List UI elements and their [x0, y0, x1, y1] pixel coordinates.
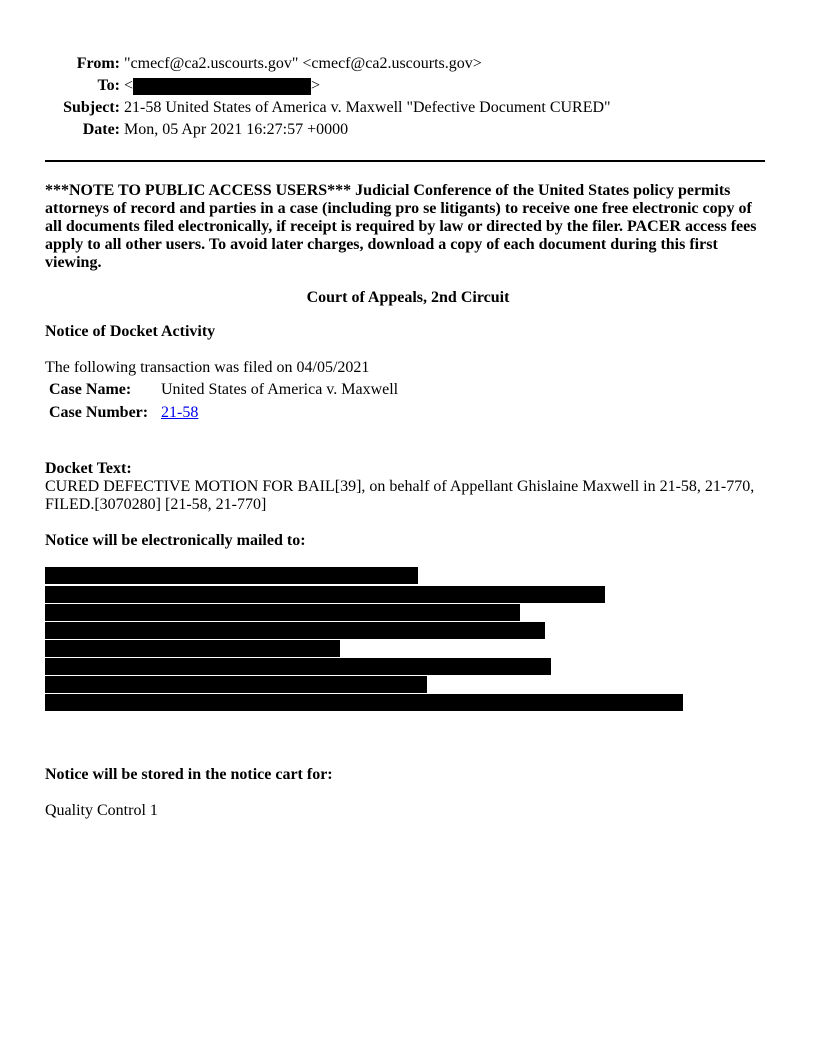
to-value	[124, 76, 320, 96]
from-label: From:	[76, 55, 120, 72]
date-label: Date:	[82, 121, 120, 138]
date-value: Mon, 05 Apr 2021 16:27:57 +0000	[124, 121, 349, 138]
public-access-notice: ***NOTE TO PUBLIC ACCESS USERS*** Judicial Conference of the United States policy permits attorneys of record and parties in a case (including pro se litigants) to receive one free electronic copy of all documents filed electronically, if receipt is required by law or directed by the filer. PACER access fees apply to all other users. To avoid later charges, download a copy of each document during this first viewing.	[45, 182, 757, 271]
redacted-recipient-3	[45, 604, 520, 621]
redacted-recipient-2	[45, 586, 605, 603]
from-value: "cmecf@ca2.uscourts.gov" <cmecf@ca2.uscourts.gov>	[124, 55, 482, 72]
docket-text-label: Docket Text:	[45, 460, 132, 477]
court-name: Court of Appeals, 2nd Circuit	[306, 289, 510, 306]
case-number-label: Case Number:	[49, 404, 149, 421]
case-number-cell	[161, 403, 198, 423]
notice-of-docket-activity-heading: Notice of Docket Activity	[45, 323, 216, 340]
case-name-label: Case Name:	[49, 381, 132, 398]
docket-text: CURED DEFECTIVE MOTION FOR BAIL[39], on behalf of Appellant Ghislaine Maxwell in 21-58, 21-770, FILED.[3070280] [21-58, 21-770]	[45, 478, 755, 513]
header-divider	[45, 160, 765, 162]
redacted-recipient-7	[45, 676, 427, 693]
case-number-link[interactable]: 21-58	[161, 404, 199, 421]
notice-cart-recipient: Quality Control 1	[45, 802, 158, 819]
redacted-recipient-5	[45, 640, 340, 657]
to-label: To:	[97, 77, 120, 94]
redacted-recipient-4	[45, 622, 545, 639]
subject-value: 21-58 United States of America v. Maxwell "Defective Document CURED"	[124, 99, 611, 116]
redacted-recipient-6	[45, 658, 551, 675]
transaction-text: The following transaction was filed on 04/05/2021	[45, 359, 370, 376]
to-open-bracket: <	[124, 77, 134, 94]
to-close-bracket: >	[311, 77, 321, 94]
mailed-to-heading: Notice will be electronically mailed to:	[45, 532, 306, 549]
notice-cart-heading: Notice will be stored in the notice cart for:	[45, 766, 333, 783]
case-name-value: United States of America v. Maxwell	[161, 381, 399, 398]
redacted-recipient-8	[45, 694, 683, 711]
subject-label: Subject:	[63, 99, 120, 116]
redacted-recipient	[133, 78, 311, 95]
redacted-recipient-1	[45, 567, 418, 584]
